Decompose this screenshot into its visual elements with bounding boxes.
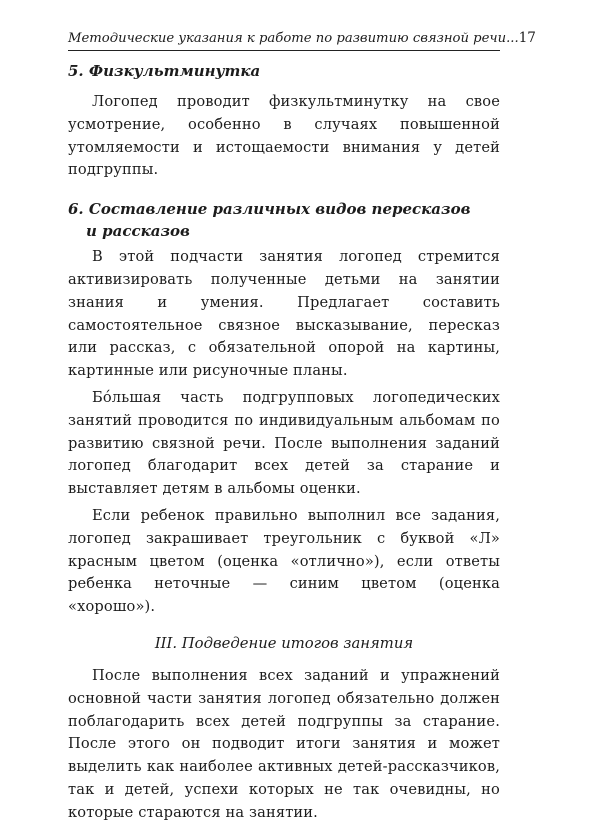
section-5-paragraph: Логопед проводит физкультминутку на свое усмотрение, особенно в случаях повышенной утомляемости и истощаемости внимания у детей подгруппы. xyxy=(68,93,500,179)
book-page xyxy=(68,30,536,825)
section-6-heading-line2: и рассказов xyxy=(86,222,190,241)
page-number: 17 xyxy=(518,30,536,46)
part-3-heading: III. Подведение итогов занятия xyxy=(154,634,414,652)
section-6-paragraph: Бóльшая часть подгрупповых логопедических занятий проводится по индивидуальным альбомам по развитию связной речи. После выполнения заданий логопед благодарит всех детей за старание и выставляет детям в альбомы оценки. xyxy=(68,388,500,498)
section-6-paragraph: Если ребенок правильно выполнил все задания, логопед закрашивает треугольник с буквой «Л» красным цветом (оценка «отлично»), если ответы ребенка неточные — синим цветом (оценка «хорошо»). xyxy=(68,506,500,616)
part-3-paragraph: После выполнения всех заданий и упражнений основной части занятия логопед обязательно должен поблагодарить всех детей подгруппы за старание. После этого он подводит итоги занятия и может выделить как наиболее активных детей-рассказчиков, так и детей, успехи которых не так очевидны, но которые стараются на занятии. xyxy=(68,666,500,821)
section-6-heading xyxy=(68,198,500,242)
running-head xyxy=(68,30,536,51)
section-6-heading-line1: 6. Составление различных видов пересказов xyxy=(68,200,471,219)
running-title: Методические указания к работе по развитию связной речи... xyxy=(68,31,519,46)
section-5-heading: 5. Физкультминутка xyxy=(68,62,261,80)
section-6-paragraph: В этой подчасти занятия логопед стремится активизировать полученные детьми на занятии знания и умения. Предлагает составить самостоятельное связное высказывание, пересказ или рассказ, с обязательной опорой на картины, картинные или рисуночные планы. xyxy=(68,248,500,380)
